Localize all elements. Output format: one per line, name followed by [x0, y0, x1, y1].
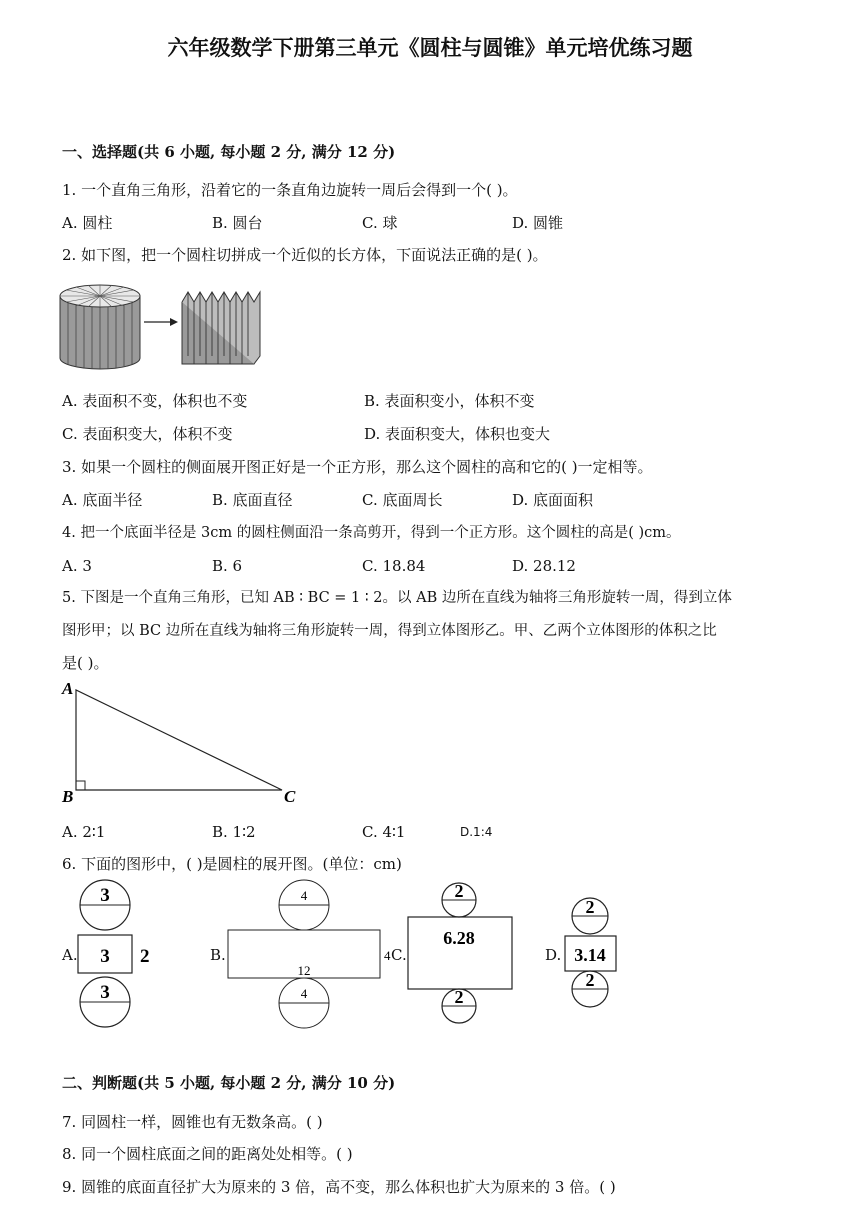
q4-option-b: B. 6 [212, 557, 243, 575]
q6-figure-c [406, 880, 516, 1030]
q1-option-c: C. 球 [362, 214, 398, 232]
vertex-b-label: B [62, 787, 74, 806]
page-title: 六年级数学下册第三单元《圆柱与圆锥》单元培优练习题 [167, 35, 693, 60]
q8-stem: 8. 同一个圆柱底面之间的距离处处相等。( ) [62, 1145, 353, 1163]
q5-option-b: B. 1∶2 [212, 823, 256, 841]
fig-b-rect-height: 4 [384, 948, 391, 963]
q2-figure [58, 276, 268, 372]
q5-line-1: 5. 下图是一个直角三角形，已知 AB ∶ BC = 1 ∶ 2。以 AB 边所在直线为轴将三角形旋转一周，得到立体 [62, 590, 732, 606]
q3-option-c: C. 底面周长 [362, 491, 443, 509]
section-1-heading: 一、选择题(共 6 小题, 每小题 2 分, 满分 12 分) [62, 143, 396, 161]
q5-option-c: C. 4∶1 [362, 823, 406, 841]
q2-option-d: D. 表面积变大，体积也变大 [364, 425, 551, 443]
sliced-cylinder-figure [60, 285, 140, 369]
q1-option-b: B. 圆台 [212, 214, 263, 232]
q4-stem: 4. 把一个底面半径是 3cm 的圆柱侧面沿一条高剪开，得到一个正方形。这个圆柱的高是( )cm。 [62, 525, 681, 541]
vertex-c-label: C [284, 787, 296, 806]
q4-option-d: D. 28.12 [512, 557, 576, 575]
section-2-heading: 二、判断题(共 5 小题, 每小题 2 分, 满分 10 分) [62, 1074, 396, 1092]
fig-a-rect-height: 2 [140, 946, 150, 967]
q6-figure-d [562, 896, 632, 1014]
q6-fig-c-label: C. [391, 946, 407, 964]
q5-line-3: 是( )。 [62, 654, 109, 672]
q7-stem: 7. 同圆柱一样，圆锥也有无数条高。( ) [62, 1113, 323, 1131]
fig-a-rect-length: 3 [100, 946, 110, 967]
fig-b-rect-length: 12 [297, 963, 311, 978]
q6-stem: 6. 下面的图形中，( )是圆柱的展开图。(单位：cm) [62, 855, 402, 873]
q4-option-a: A. 3 [62, 557, 92, 575]
q6-fig-d-label: D. [545, 946, 562, 964]
fig-a-top-diameter: 3 [100, 885, 110, 906]
fig-b-top-diameter: 4 [300, 888, 308, 903]
q2-option-c: C. 表面积变大，体积不变 [62, 425, 233, 443]
fig-b-bottom-diameter: 4 [300, 986, 308, 1001]
fig-d-rect-length: 3.14 [574, 945, 606, 965]
q6-fig-b-label: B. [210, 946, 226, 964]
q6-fig-a-label: A. [62, 946, 78, 964]
q1-option-a: A. 圆柱 [62, 214, 113, 232]
q2-option-b: B. 表面积变小，体积不变 [364, 392, 535, 410]
q3-stem: 3. 如果一个圆柱的侧面展开图正好是一个正方形，那么这个圆柱的高和它的( )一定相等。 [62, 458, 653, 476]
q1-option-d: D. 圆锥 [512, 214, 564, 232]
vertex-a-label: A [62, 679, 74, 698]
approximate-cuboid-figure [182, 292, 260, 364]
q6-figure-b [226, 880, 396, 1030]
q9-stem: 9. 圆锥的底面直径扩大为原来的 3 倍，高不变，那么体积也扩大为原来的 3 倍。( ) [62, 1178, 616, 1196]
q2-stem: 2. 如下图，把一个圆柱切拼成一个近似的长方体，下面说法正确的是( )。 [62, 246, 548, 264]
q5-triangle-figure [58, 676, 308, 810]
fig-c-top-diameter: 2 [454, 881, 464, 901]
q2-option-a: A. 表面积不变，体积也不变 [62, 392, 248, 410]
fig-c-rect-length: 6.28 [443, 928, 475, 948]
arrow-icon [144, 318, 178, 326]
q3-option-a: A. 底面半径 [62, 491, 143, 509]
q3-option-d: D. 底面面积 [512, 491, 594, 509]
q1-stem: 1. 一个直角三角形，沿着它的一条直角边旋转一周后会得到一个( )。 [62, 181, 518, 199]
fig-d-top-diameter: 2 [585, 897, 595, 917]
q5-line-2: 图形甲；以 BC 边所在直线为轴将三角形旋转一周，得到立体图形乙。甲、乙两个立体图形的体积之比 [62, 623, 717, 639]
q5-option-d: D.1:4 [460, 825, 493, 839]
fig-d-bottom-diameter: 2 [585, 970, 595, 990]
q3-option-b: B. 底面直径 [212, 491, 293, 509]
fig-a-bottom-diameter: 3 [100, 982, 110, 1003]
q4-option-c: C. 18.84 [362, 557, 426, 575]
q5-option-a: A. 2∶1 [62, 823, 106, 841]
q6-figure-a [76, 880, 166, 1030]
fig-c-bottom-diameter: 2 [454, 987, 464, 1007]
